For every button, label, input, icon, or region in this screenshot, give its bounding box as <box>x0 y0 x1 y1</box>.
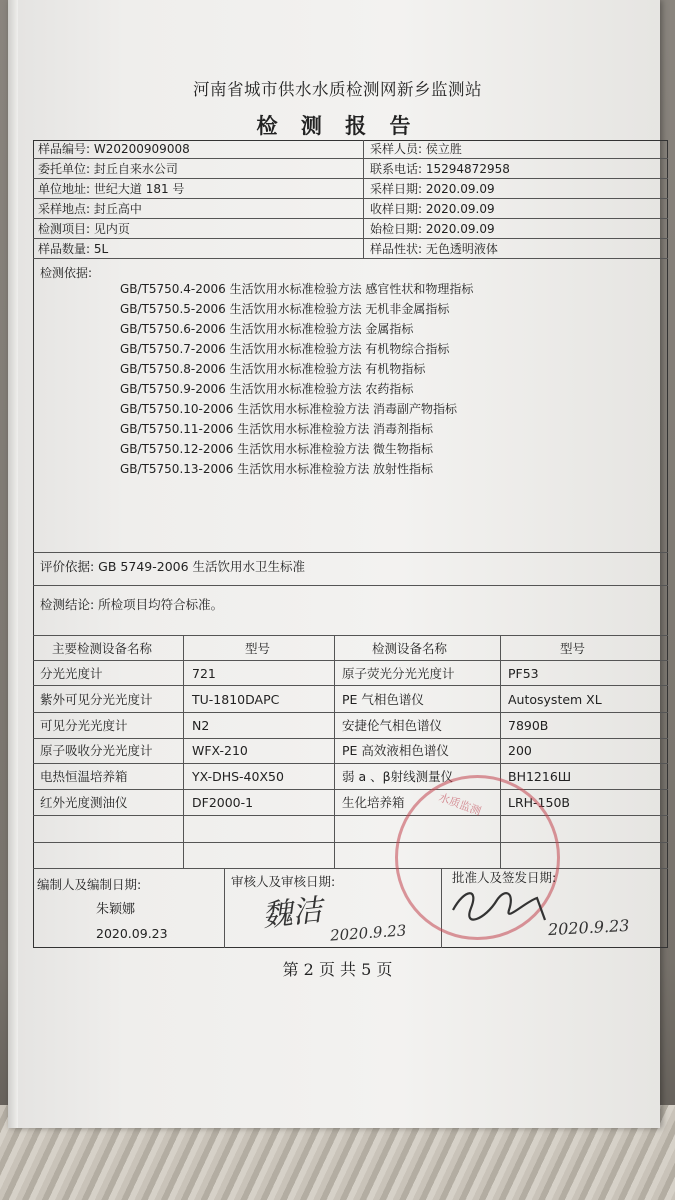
reviewer-signature: 魏洁 <box>260 892 325 935</box>
table-cell: 弱 a 、β射线测量仪 <box>342 769 454 784</box>
table-cell: 200 <box>508 743 532 758</box>
table-cell: 电热恒温培养箱 <box>40 769 128 784</box>
row-divider <box>33 258 668 259</box>
header-cell: 主要检测设备名称 <box>52 641 153 656</box>
table-cell: PE 气相色谱仪 <box>342 692 424 707</box>
table-cell: 原子荧光分光光度计 <box>342 666 455 681</box>
sampling-location: 采样地点: 封丘高中 <box>38 202 142 216</box>
table-cell: 7890B <box>508 718 549 733</box>
column-divider <box>363 140 364 258</box>
evaluation-basis: 评价依据: GB 5749-2006 生活饮用水卫生标准 <box>40 559 306 574</box>
row-divider <box>33 218 668 219</box>
row-divider <box>33 158 668 159</box>
standard-item: GB/T5750.13-2006 生活饮用水标准检验方法 放射性指标 <box>120 462 434 476</box>
row-divider <box>33 842 668 843</box>
row-divider <box>33 789 668 790</box>
approver-signature <box>445 880 555 930</box>
row-divider <box>33 660 668 661</box>
table-cell: PF53 <box>508 666 539 681</box>
table-cell: BH1216Ш <box>508 769 572 784</box>
table-cell: Autosystem XL <box>508 692 602 707</box>
table-cell: 原子吸收分光光度计 <box>40 743 153 758</box>
table-cell: DF2000-1 <box>192 795 254 810</box>
column-divider <box>224 868 225 948</box>
table-cell: 可见分光光度计 <box>40 718 128 733</box>
row-divider <box>33 712 668 713</box>
standard-item: GB/T5750.10-2006 生活饮用水标准检验方法 消毒副产物指标 <box>120 402 458 416</box>
sampling-date: 采样日期: 2020.09.09 <box>370 182 495 196</box>
standard-item: GB/T5750.6-2006 生活饮用水标准检验方法 金属指标 <box>120 322 414 336</box>
sample-appearance: 样品性状: 无色透明液体 <box>370 242 498 256</box>
row-divider <box>33 868 668 869</box>
standard-item: GB/T5750.4-2006 生活饮用水标准检验方法 感官性状和物理指标 <box>120 282 474 296</box>
row-divider <box>33 635 668 636</box>
header-cell: 型号 <box>560 641 586 656</box>
compiler-name: 朱颖娜 <box>96 902 136 917</box>
standard-item: GB/T5750.8-2006 生活饮用水标准检验方法 有机物指标 <box>120 362 426 376</box>
table-cell: 生化培养箱 <box>342 795 405 810</box>
standard-item: GB/T5750.11-2006 生活饮用水标准检验方法 消毒剂指标 <box>120 422 434 436</box>
page-number: 第 2 页 共 5 页 <box>282 960 393 979</box>
compiler-date: 2020.09.23 <box>96 926 168 941</box>
column-divider <box>334 635 335 868</box>
row-divider <box>33 738 668 739</box>
table-cell: N2 <box>192 718 210 733</box>
report-title: 检 测 报 告 <box>256 113 419 138</box>
row-divider <box>33 585 668 586</box>
row-divider <box>33 198 668 199</box>
column-divider <box>183 635 184 868</box>
phone: 联系电话: 15294872958 <box>370 162 510 176</box>
table-cell: 红外光度测油仪 <box>40 795 128 810</box>
unit-address: 单位地址: 世纪大道 181 号 <box>38 182 185 196</box>
table-cell: 721 <box>192 666 216 681</box>
test-items: 检测项目: 见内页 <box>38 222 130 236</box>
client-unit: 委托单位: 封丘自来水公司 <box>38 162 178 176</box>
table-cell: LRH-150B <box>508 795 570 810</box>
sample-quantity: 样品数量: 5L <box>38 242 109 256</box>
table-cell: 分光光度计 <box>40 666 103 681</box>
approver-label: 批准人及签发日期: <box>452 870 557 885</box>
table-cell: PE 高效液相色谱仪 <box>342 743 449 758</box>
standard-item: GB/T5750.5-2006 生活饮用水标准检验方法 无机非金属指标 <box>120 302 450 316</box>
row-divider <box>33 763 668 764</box>
receive-date: 收样日期: 2020.09.09 <box>370 202 495 216</box>
standard-item: GB/T5750.9-2006 生活饮用水标准检验方法 农药指标 <box>120 382 414 396</box>
row-divider <box>33 178 668 179</box>
row-divider <box>33 685 668 686</box>
start-test-date: 始检日期: 2020.09.09 <box>370 222 495 236</box>
reviewer-label: 审核人及审核日期: <box>231 874 336 889</box>
standard-item: GB/T5750.12-2006 生活饮用水标准检验方法 微生物指标 <box>120 442 434 456</box>
header-cell: 检测设备名称 <box>372 641 448 656</box>
compiler-label: 编制人及编制日期: <box>37 877 142 892</box>
row-divider <box>33 238 668 239</box>
row-divider <box>33 552 668 553</box>
header-cell: 型号 <box>245 641 271 656</box>
seal-text: 水质监测 <box>436 790 483 819</box>
organization-name: 河南省城市供水水质检测网新乡监测站 <box>193 80 482 99</box>
test-conclusion: 检测结论: 所检项目均符合标准。 <box>40 597 224 612</box>
basis-label: 检测依据: <box>40 266 93 280</box>
table-cell: 紫外可见分光光度计 <box>40 692 153 707</box>
sample-number: 样品编号: W20200909008 <box>38 142 190 156</box>
approver-date: 2020.9.23 <box>547 915 630 940</box>
table-cell: YX-DHS-40X50 <box>192 769 284 784</box>
sampler: 采样人员: 侯立胜 <box>370 142 462 156</box>
table-cell: TU-1810DAPC <box>192 692 280 707</box>
row-divider <box>33 815 668 816</box>
table-cell: WFX-210 <box>192 743 248 758</box>
standard-item: GB/T5750.7-2006 生活饮用水标准检验方法 有机物综合指标 <box>120 342 450 356</box>
table-cell: 安捷伦气相色谱仪 <box>342 718 443 733</box>
report-table-frame <box>33 140 668 948</box>
reviewer-date: 2020.9.23 <box>329 921 407 945</box>
